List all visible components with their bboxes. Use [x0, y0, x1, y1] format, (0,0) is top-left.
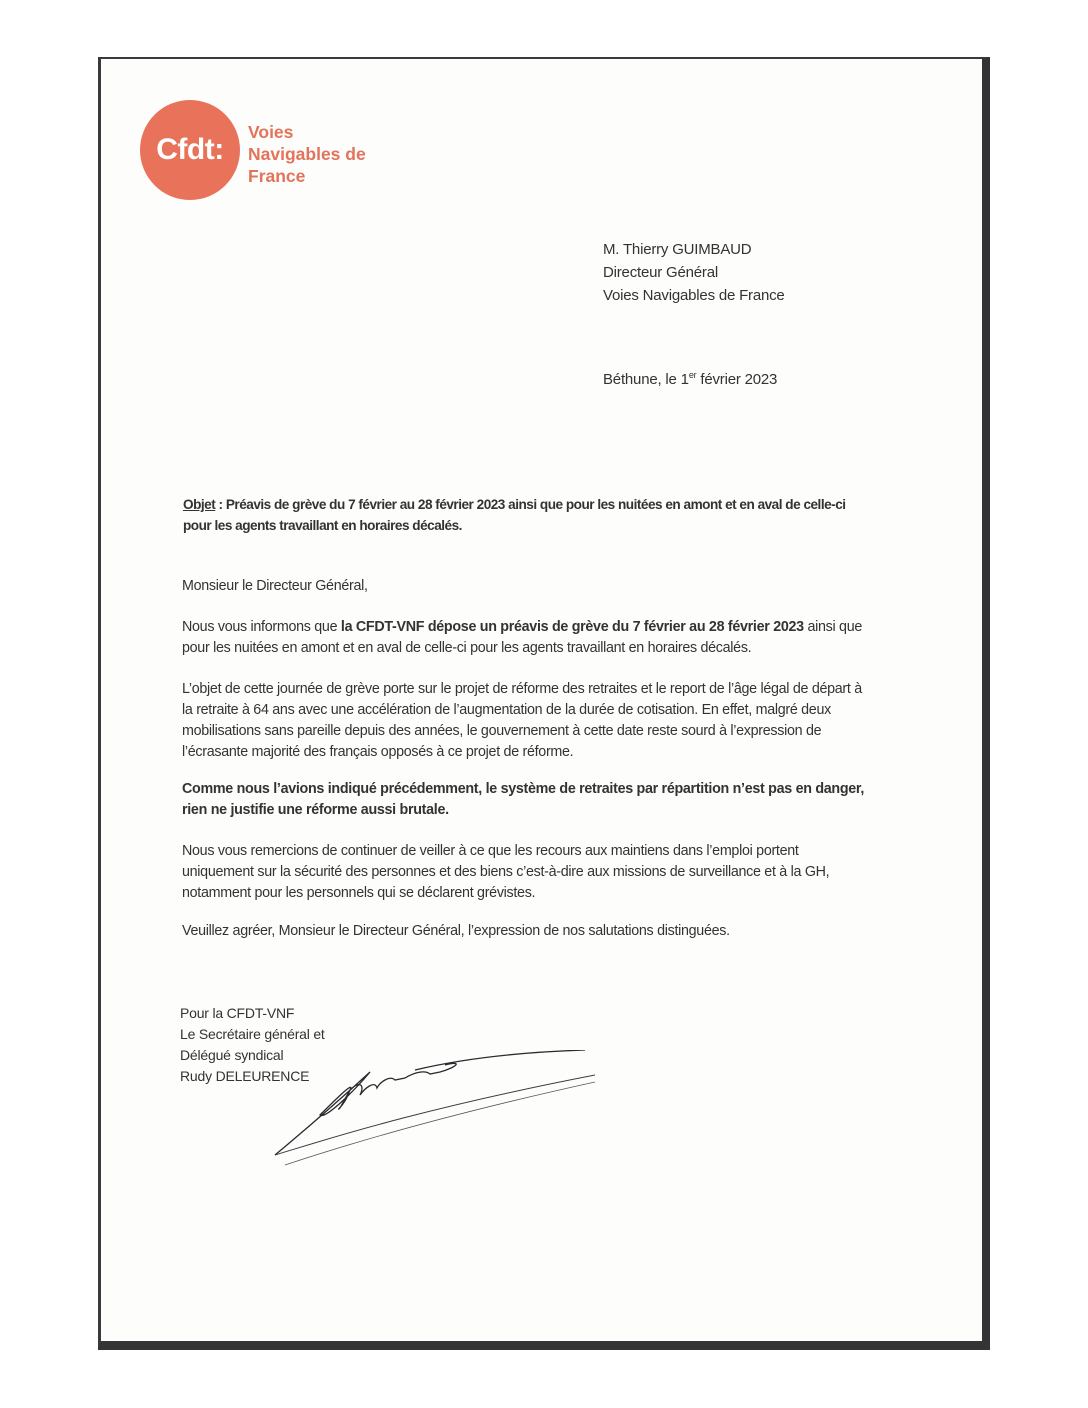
logo-mark: Cfdt: — [156, 133, 224, 166]
signature-line-2: Le Secrétaire général et — [180, 1026, 325, 1042]
p1-start: Nous vous informons que — [182, 619, 341, 635]
logo-organization-name — [248, 121, 366, 187]
logo-line-1: Voies — [248, 122, 294, 142]
p1-end: ainsi que pour les nuitées en amont et en aval de celle-ci pour les agents travaillant en horaires décalés. — [182, 619, 863, 656]
signature-line-1: Pour la CFDT-VNF — [180, 1005, 295, 1021]
recipient-address — [603, 238, 785, 307]
paragraph-2: L’objet de cette journée de grève porte sur le projet de réforme des retraites et le report de l’âge légal de départ à la retraite à 64 ans avec une accélération de l’augmentation de la durée de cotisation. En effet, malgré deux mobilisations sans pareille depuis des années, le gouvernement à cette date reste sourd à l’expression de l’écrasante majorité des français opposés à ce projet de réforme. — [182, 681, 862, 760]
signer-name: Rudy DELEURENCE — [180, 1068, 310, 1084]
p1-bold: la CFDT-VNF dépose un préavis de grève du 7 février au 28 février 2023 — [340, 619, 804, 635]
subject-text: Préavis de grève du 7 février au 28 février 2023 ainsi que pour les nuitées en amont et en aval de celle-ci pour les agents travaillant en horaires décalés. — [183, 497, 846, 533]
recipient-organization: Voies Navigables de France — [603, 287, 785, 304]
cfdt-logo — [140, 100, 240, 200]
recipient-name: M. Thierry GUIMBAUD — [603, 241, 752, 258]
date-superscript: er — [688, 370, 697, 380]
salutation: Monsieur le Directeur Général, — [182, 578, 368, 594]
logo-line-2: Navigables de — [248, 144, 366, 164]
date-prefix: Béthune, le 1 — [603, 371, 689, 388]
logo-line-3: France — [248, 166, 306, 186]
paragraph-3-bold: Comme nous l’avions indiqué précédemment, le système de retraites par répartition n’est pas en danger, rien ne justifie une réforme aussi brutale. — [182, 781, 865, 818]
date-rest: février 2023 — [696, 371, 778, 388]
closing-formula: Veuillez agréer, Monsieur le Directeur Général, l’expression de nos salutations distinguées. — [182, 923, 730, 939]
handwritten-signature — [265, 1050, 595, 1170]
subject-line — [183, 494, 873, 536]
subject-separator: : — [215, 497, 226, 512]
recipient-title: Directeur Général — [603, 264, 718, 281]
letter-date — [603, 370, 777, 388]
signature-line-3: Délégué syndical — [180, 1047, 284, 1063]
subject-label: Objet — [183, 497, 216, 512]
paragraph-4: Nous vous remercions de continuer de veiller à ce que les recours aux maintiens dans l’emploi portent uniquement sur la sécurité des personnes et des biens c’est-à-dire aux missions de surveillance et à la GH, notamment pour les personnels qui se déclarent grévistes. — [182, 843, 830, 901]
paragraph-1 — [182, 617, 872, 659]
